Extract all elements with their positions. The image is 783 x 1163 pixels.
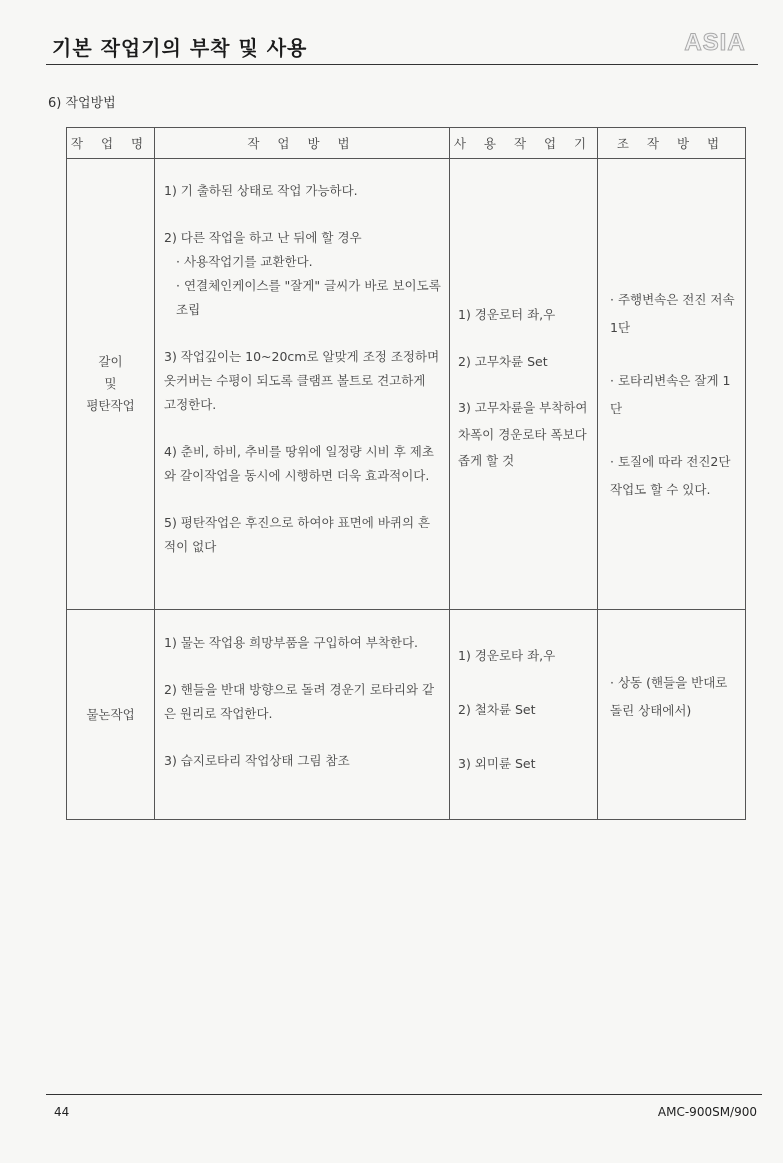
operation-cell	[598, 159, 746, 610]
header-tools: 사 용 작 업 기	[450, 128, 598, 159]
work-name-line: 갈이	[98, 354, 123, 369]
header-operation: 조 작 방 법	[598, 128, 746, 159]
method-item: 2) 다른 작업을 하고 난 뒤에 할 경우 · 사용작업기를 교환한다. · 연결체인케이스를 "잘게" 글씨가 바로 보이도록 조립	[164, 226, 441, 322]
operation-item: · 상동 (핸들을 반대로 돌린 상태에서)	[610, 675, 728, 718]
tools-cell	[450, 159, 598, 610]
method-subitem: · 연결체인케이스를 "잘게" 글씨가 바로 보이도록 조립	[176, 278, 441, 317]
operation-item: · 주행변속은 전진 저속 1단	[610, 292, 735, 335]
operation-cell	[598, 610, 746, 820]
page-number: 44	[54, 1105, 70, 1119]
tool-item: 2) 고무차륜 Set	[458, 353, 548, 369]
table-row	[67, 159, 746, 610]
work-method-table	[66, 127, 746, 820]
method-item: 5) 평탄작업은 후진으로 하여야 표면에 바퀴의 흔적이 없다	[164, 515, 431, 554]
work-method-cell	[155, 610, 450, 820]
work-name-line: 물논작업	[86, 706, 135, 722]
section-title: 6) 작업방법	[48, 96, 116, 111]
table-row	[67, 610, 746, 820]
asia-logo	[681, 24, 749, 56]
work-method-cell	[155, 159, 450, 610]
method-subitem: · 사용작업기를 교환한다.	[176, 254, 313, 269]
operation-item: · 로타리변속은 잘게 1단	[610, 373, 731, 416]
page-header-title: 기본 작업기의 부착 및 사용	[52, 36, 308, 60]
tool-item: 1) 경운로타 좌,우	[458, 648, 556, 663]
tools-cell	[450, 610, 598, 820]
header-work-method: 작 업 방 법	[155, 128, 450, 159]
model-number: AMC-900SM/900	[657, 1105, 757, 1119]
header-work-name: 작 업 명	[67, 128, 155, 159]
footer-divider	[46, 1094, 762, 1095]
method-item: 4) 춘비, 하비, 추비를 땅위에 일정량 시비 후 제초와 갈이작업을 동시에 시행하면 더욱 효과적이다.	[164, 444, 434, 483]
method-item: 3) 작업깊이는 10~20cm로 알맞게 조정 조정하며 옷커버는 수평이 되도록 클램프 볼트로 견고하게 고정한다.	[164, 349, 440, 412]
method-item: 1) 물논 작업용 희망부품을 구입하여 부착한다.	[164, 635, 419, 650]
tool-item: 2) 철차륜 Set	[458, 702, 536, 717]
tool-item: 3) 외미륜 Set	[458, 756, 536, 771]
work-name-cell	[67, 159, 155, 610]
table-header-row	[67, 128, 746, 159]
method-item: 3) 습지로타리 작업상태 그림 참조	[164, 753, 350, 768]
work-name-cell	[67, 610, 155, 820]
header-divider	[46, 64, 758, 65]
logo-text: ASIA	[684, 29, 746, 56]
method-item: 1) 기 출하된 상태로 작업 가능하다.	[164, 183, 358, 198]
method-item: 2) 핸들을 반대 방향으로 돌려 경운기 로타리와 같은 원리로 작업한다.	[164, 682, 435, 721]
tool-item: 3) 고무차륜을 부착하여 차폭이 경운로타 폭보다 좁게 할 것	[458, 400, 588, 468]
work-name-line: 및	[104, 376, 117, 391]
operation-item: · 토질에 따라 전진2단 작업도 할 수 있다.	[610, 454, 731, 497]
tool-item: 1) 경운로터 좌,우	[458, 307, 556, 322]
work-name-line: 평탄작업	[86, 398, 135, 413]
